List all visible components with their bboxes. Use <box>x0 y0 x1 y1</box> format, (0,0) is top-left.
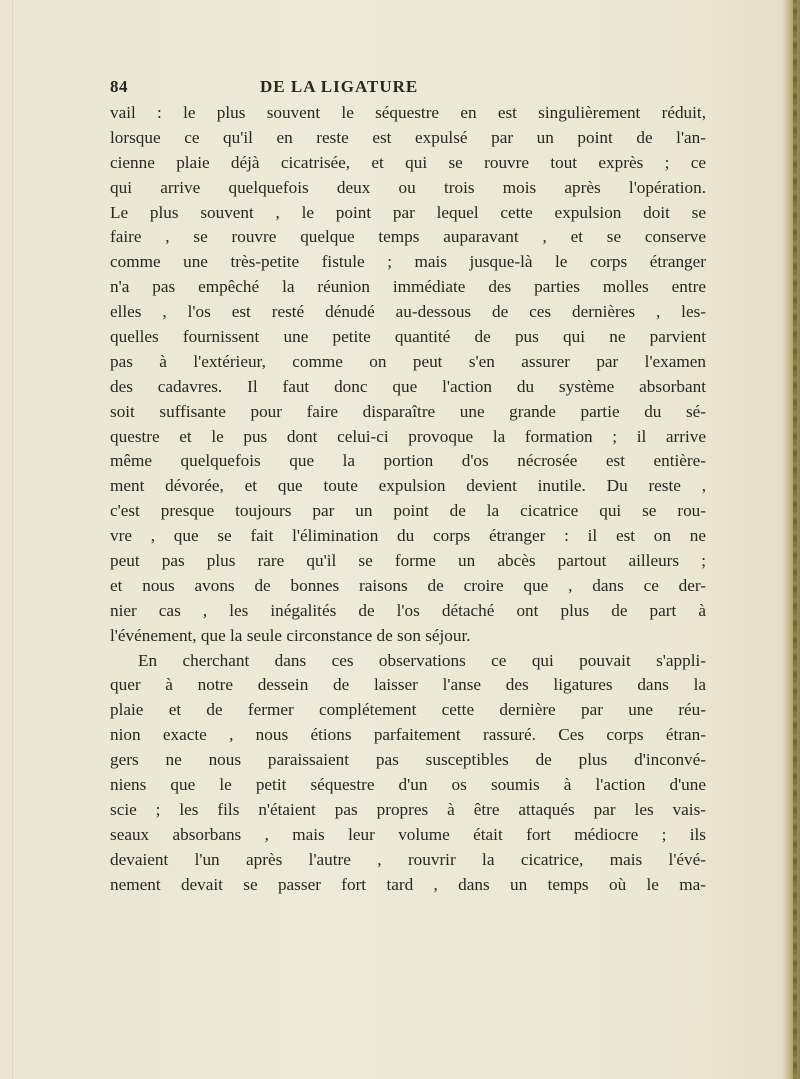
text-line: elles , l'os est resté dénudé au-dessous de ces dernières , les- <box>110 302 706 322</box>
text-line: niens que le petit séquestre d'un os soumis à l'action d'une <box>110 775 706 795</box>
text-line: qui arrive quelquefois deux ou trois mois après l'opération. <box>110 177 706 197</box>
text-line: nion exacte , nous étions parfaitement rassuré. Ces corps étran- <box>110 725 706 745</box>
text-line: ment dévorée, et que toute expulsion devient inutile. Du reste , <box>110 476 706 496</box>
text-line: n'a pas empêché la réunion immédiate des parties molles entre <box>110 277 706 297</box>
page-header <box>110 77 706 99</box>
text-line: En cherchant dans ces observations ce qui pouvait s'appli- <box>138 650 706 670</box>
page-number: 84 <box>110 77 128 96</box>
text-line: quelles fournissent une petite quantité de pus qui ne parvient <box>110 327 706 347</box>
text-line: vre , que se fait l'élimination du corps étranger : il est on ne <box>110 526 706 546</box>
text-line: seaux absorbans , mais leur volume était fort médiocre ; ils <box>110 824 706 844</box>
text-line: c'est presque toujours par un point de la cicatrice qui se rou- <box>110 501 706 521</box>
text-line: Le plus souvent , le point par lequel cette expulsion doit se <box>110 202 706 222</box>
body-text <box>110 101 706 898</box>
text-line: même quelquefois que la portion d'os nécrosée est entière- <box>110 451 706 471</box>
text-line: peut pas plus rare qu'il se forme un abcès partout ailleurs ; <box>110 551 706 571</box>
text-line: lorsque ce qu'il en reste est expulsé par un point de l'an- <box>110 127 706 147</box>
text-line: quer à notre dessein de laisser l'anse des ligatures dans la <box>110 675 706 695</box>
text-line: questre et le pus dont celui-ci provoque la formation ; il arrive <box>110 426 706 446</box>
text-line: plaie et de fermer complétement cette dernière par une réu- <box>110 700 706 720</box>
text-line: faire , se rouvre quelque temps auparavant , et se conserve <box>110 227 706 247</box>
text-line: nement devait se passer fort tard , dans un temps où le ma- <box>110 874 706 894</box>
text-line: cienne plaie déjà cicatrisée, et qui se rouvre tout exprès ; ce <box>110 152 706 172</box>
running-title: DE LA LIGATURE <box>260 77 419 96</box>
text-line: comme une très-petite fistule ; mais jusque-là le corps étranger <box>110 252 706 272</box>
text-line: devaient l'un après l'autre , rouvrir la cicatrice, mais l'évé- <box>110 849 706 869</box>
binding-edge <box>793 0 797 1079</box>
text-line: pas à l'extérieur, comme on peut s'en assurer par l'examen <box>110 351 706 371</box>
text-line: scie ; les fils n'étaient pas propres à être attaqués par les vais- <box>110 799 706 819</box>
text-line: nier cas , les inégalités de l'os détaché ont plus de part à <box>110 600 706 620</box>
text-line: l'événement, que la seule circonstance de son séjour. <box>110 625 471 645</box>
text-line: et nous avons de bonnes raisons de croire que , dans ce der- <box>110 575 706 595</box>
page-margin-line <box>12 0 13 1079</box>
text-line: vail : le plus souvent le séquestre en est singulièrement réduit, <box>110 103 706 122</box>
text-line: soit suffisante pour faire disparaître une grande partie du sé- <box>110 401 706 421</box>
page-edge-shadow <box>782 0 800 1079</box>
text-line: gers ne nous paraissaient pas susceptibles de plus d'inconvé- <box>110 750 706 770</box>
text-line: des cadavres. Il faut donc que l'action du système absorbant <box>110 376 706 396</box>
